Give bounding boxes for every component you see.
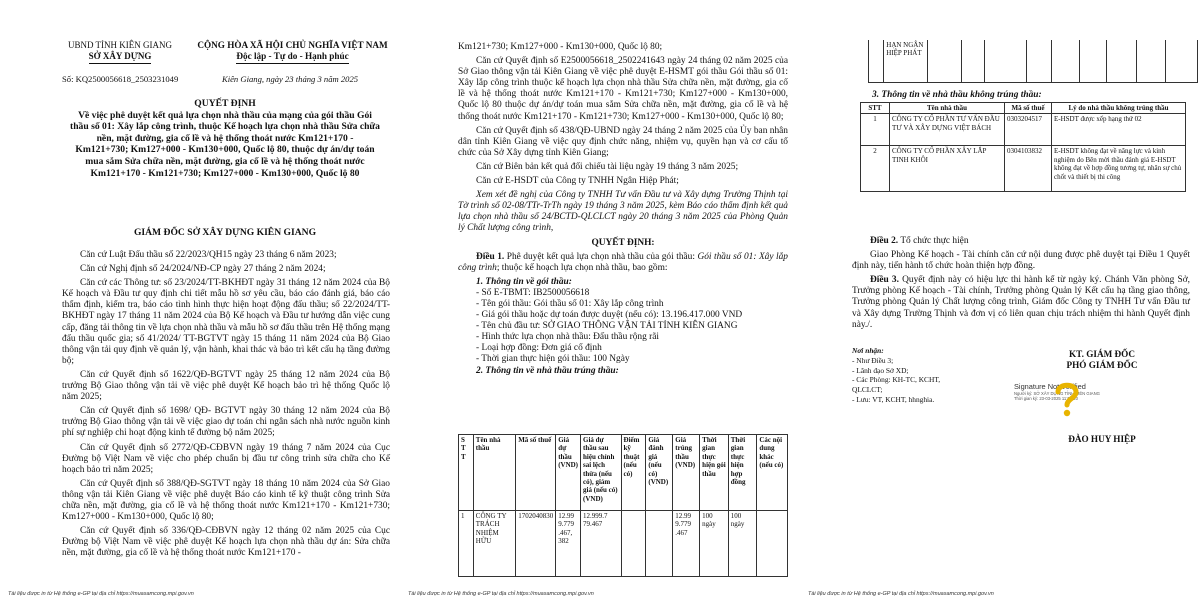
decide-heading: QUYẾT ĐỊNH: xyxy=(591,237,655,248)
header-cell: Tên nhà thầu xyxy=(473,435,515,511)
basis-paragraph: Km121+730; Km127+000 - Km130+000, Quốc lộ 80; xyxy=(458,42,663,52)
table-cell: 100 ngày xyxy=(728,511,757,577)
package-info-list xyxy=(476,288,788,366)
table-cell: E-HSDT không đạt về năng lực và kinh nghiệm do Bên mời thầu đánh giá E-HSDT không đạt về hợp đồng tương tự, nhân sự chủ chốt và thiết bị thi công xyxy=(1052,146,1186,192)
table-cell: 12.999.7 79.467 xyxy=(581,511,622,577)
table-cell xyxy=(961,40,984,82)
recipient-item: - Lưu: VT, KCHT, hhnghia. xyxy=(852,394,935,404)
table-cell xyxy=(985,40,1027,82)
signer-name: ĐÀO HUY HIỆP xyxy=(1068,434,1136,444)
article2-text: Tổ chức thực hiện xyxy=(900,236,969,246)
basis-paragraph: Căn cứ các Thông tư: số 23/2024/TT-BKHĐT ngày 31 tháng 12 năm 2024 của Bộ Kế hoạch và Đầu tư quy định chi tiết mẫu hồ sơ yêu cầu, báo cáo đánh giá, báo cáo thẩm định, kiểm tra, báo cáo tình hình thực hiện hoạt động đấu thầu; số 22/2024/TT-BKHĐT ngày 17 tháng 11 năm 2024 của Bộ Kế hoạch và Đầu tư hướng dẫn việc cung cấp, đăng tải thông tin về lựa chọn nhà thầu và mẫu hồ sơ đấu thầu trên Hệ thống mạng đấu thầu quốc gia; số 41/2024/ TT-BGTVT ngày 15 tháng 11 năm 2024 của Bộ Giao thông vận tải quy định về quản lý, vận hành, khai thác và bảo trì kết cấu hạ tầng đường bộ; xyxy=(62,278,390,366)
page-footer: Tài liệu được in từ Hệ thống e-GP tại địa chỉ https://muasamcong.mpi.gov.vn xyxy=(8,591,194,597)
recipient-item: QLCLCT; xyxy=(852,385,883,395)
header-cell: Thời gian thực hiện gói thầu xyxy=(700,435,729,511)
doc-date: Kiên Giang, ngày 23 tháng 3 năm 2025 xyxy=(222,74,359,84)
package-info-item: - Tên chủ đầu tư: SỞ GIAO THÔNG VẬN TẢI TỈNH KIÊN GIANG xyxy=(476,321,738,332)
table-cell: 12.99 9.779 .467, 382 xyxy=(556,511,581,577)
signature-date: Thời gian ký: 23-03-2025 11:02:20 xyxy=(1014,396,1078,401)
basis-paragraph: Căn cứ Quyết định số 2772/QĐ-CĐBVN ngày 19 tháng 7 năm 2024 của Cục Đường bộ Việt Nam về việc cho phép chuẩn bị đầu tư công trình sửa chữa cho Kế hoạch bảo trì năm 2025; xyxy=(62,442,390,475)
header-cell: Giá đánh giá (nếu có) (VND) xyxy=(646,435,673,511)
article3-body: Quyết định này có hiệu lực thi hành kể từ ngày ký. Chánh Văn phòng Sở, Trưởng phòng Kế hoạch - Tài chính, Trưởng phòng Quản lý Kết cấu hạ tầng giao thông, Trưởng phòng Quản lý Chất lượng công trình, Giám đốc Công ty TNHH Tư vấn Đầu tư và Xây dựng Trường Thịnh và đơn vị có liên quan chịu trách nhiệm thi hành Quyết định này./. xyxy=(852,275,1191,330)
proposal-paragraph: Xem xét đề nghị của Công ty TNHH Tư vấn Đầu tư và Xây dựng Trường Thịnh tại Tờ trình số 02-08/TTr-TrTh ngày 19 tháng 3 năm 2025, kèm Báo cáo thẩm định kết quả lựa chọn nhà thầu số 24/BCTD-QLCLCT ngày 20 tháng 3 năm 2025 của Phòng Quản lý Chất lượng công trình, xyxy=(458,190,788,234)
basis-paragraph: Căn cứ Quyết định số 438/QĐ-UBND ngày 24 tháng 2 năm 2025 của Ủy ban nhân dân tỉnh Kiên Giang về việc quy định chức năng, nhiệm vụ, quyền hạn và cơ cấu tổ chức của Sở Xây dựng tỉnh Kiên Giang; xyxy=(458,125,788,158)
article3-label: Điều 3. xyxy=(870,275,899,286)
page3-body xyxy=(852,236,1190,334)
table-cell: CÔNG TY CỔ PHẦN TƯ VẤN ĐẦU TƯ VÀ XÂY DỰNG VIỆT BÁCH xyxy=(890,114,1005,146)
article2-paragraph xyxy=(852,236,1190,247)
basis-paragraph: Căn cứ Quyết định số E2500056618_2502241643 ngày 24 tháng 02 năm 2025 của Sở Giao thông vận tải Kiên Giang về việc phê duyệt E-HSMT gói thầu Gói thầu số 01: Xây lắp công trình thuộc kế hoạch lựa chọn nhà thầu Sửa chữa nền, mặt đường, gia cố lề và hệ thống thoát nước Km121+170 - Km121+730; Km127+000 - Km130+000, Quốc lộ 80 thuộc dự án/dự toán mua sắm Sửa chữa nền, mặt đường, gia cố lề và hệ thống thoát nước Km121+170 - Km121+730; Km127+000 - Km130+000, Quốc lộ 80; xyxy=(458,56,788,122)
table-cell xyxy=(1107,40,1137,82)
header-cell: Mã số thuế xyxy=(516,435,556,511)
page1-body xyxy=(62,250,390,562)
table-cell xyxy=(1166,40,1198,82)
header-cell: Tên nhà thầu xyxy=(890,103,1005,114)
table-cell: E-HSDT được xếp hạng thứ 02 xyxy=(1052,114,1186,146)
page-3 xyxy=(800,0,1200,603)
table-row xyxy=(459,511,788,577)
header-cell: Các nội dung khác (nếu có) xyxy=(757,435,788,511)
table-cell xyxy=(869,40,884,82)
signer-role xyxy=(1022,349,1182,372)
package-info-item: - Giá gói thầu hoặc dự toán được duyệt (nếu có): 13.196.417.000 VND xyxy=(476,310,743,321)
article1-package: Gói thầu số 01: Xây lắp công trình xyxy=(458,251,788,273)
table-cell: 100 ngày xyxy=(700,511,729,577)
table-cell xyxy=(621,511,646,577)
package-info-item: - Thời gian thực hiện gói thầu: 100 Ngày xyxy=(476,354,630,365)
winner-table xyxy=(458,434,788,577)
page-footer: Tài liệu được in từ Hệ thống e-GP tại địa chỉ https://muasamcong.mpi.gov.vn xyxy=(808,591,994,597)
page-2 xyxy=(400,0,800,603)
winner-table-continued xyxy=(868,40,1198,83)
nation-line1: CỘNG HÒA XÃ HỘI CHỦ NGHĨA VIỆT NAM xyxy=(197,40,388,50)
loser-section-title: 3. Thông tin về nhà thầu không trúng thầu: xyxy=(872,90,1042,100)
signature-signer: Người ký: SỞ XÂY DỰNG TỈNH KIÊN GIANG xyxy=(1014,391,1100,396)
table-cell xyxy=(646,511,673,577)
table-cell xyxy=(1136,40,1166,82)
table-cell: 1 xyxy=(459,511,474,577)
recipients xyxy=(852,346,992,405)
table-cell: 12.99 9.779 .467 xyxy=(673,511,700,577)
table-cell xyxy=(1052,40,1080,82)
page2-body xyxy=(458,42,788,377)
loser-table xyxy=(860,102,1186,192)
table-row xyxy=(861,114,1186,146)
signer-role-line2: PHÓ GIÁM ĐỐC xyxy=(1066,360,1138,371)
recipient-item: - Các Phòng: KH-TC, KCHT, xyxy=(852,375,941,385)
decision-title xyxy=(70,98,380,179)
agency-line2: SỞ XÂY DỰNG xyxy=(89,51,152,64)
nation-line2: Độc lập - Tự do - Hạnh phúc xyxy=(236,51,348,64)
basis-paragraph: Căn cứ Biên bản kết quả đối chiếu tài liệu ngày 19 tháng 3 năm 2025; xyxy=(476,161,739,172)
package-info-item: - Hình thức lựa chọn nhà thầu: Đấu thầu rộng rãi xyxy=(476,332,660,343)
page-1 xyxy=(0,0,400,603)
decision-subject: Về việc phê duyệt kết quả lựa chọn nhà thầu của mạng của gói thầu Gói thầu số 01: Xây lắp công trình, thuộc Kế hoạch lựa chọn nhà thầu Sửa chữa nền, mặt đường, gia cố lề và hệ thống thoát nước Km121+170 - Km121+730; Km127+000 - Km130+000, Quốc lộ 80, thuộc dự án/dự toán mua sắm Sửa chữa nền, mặt đường, gia cố lề và hệ thống thoát nước Km121+170 - Km121+730; Km127+000 - Km130+000, Quốc lộ 80 xyxy=(70,109,380,179)
header-cell: Lý do nhà thầu không trúng thầu xyxy=(1052,103,1186,114)
article2-label: Điều 2. xyxy=(870,236,899,246)
verify-question-icon xyxy=(1050,380,1084,418)
header-cell: Giá trúng thầu (VND) xyxy=(673,435,700,511)
table-cell: CÔNG TY CỔ PHẦN XÂY LẮP TINH KHÔI xyxy=(890,146,1005,192)
article1-tail: ; thuộc kế hoạch lựa chọn nhà thầu, bao gồm: xyxy=(496,262,668,273)
basis-paragraph: Căn cứ Quyết định số 336/QĐ-CĐBVN ngày 12 tháng 02 năm 2025 của Cục Đường bộ Việt Nam về việc phê duyệt Kế hoạch lựa chọn nhà thầu dự án: Sửa chữa nền, mặt đường, gia cố lề và hệ thống thoát nước Km121+170 - xyxy=(62,526,390,559)
table-cell: 1702040830 xyxy=(516,511,556,577)
article2-body: Giao Phòng Kế hoạch - Tài chính căn cứ nội dung được phê duyệt tại Điều 1 Quyết định này, tiến hành tổ chức hoàn thiện hợp đồng. xyxy=(852,250,1190,272)
article1-paragraph xyxy=(458,252,788,274)
header-cell: Giá dự thầu (VND) xyxy=(556,435,581,511)
table-cell: CÔNG TY TRÁCH NHIỆM HỮU xyxy=(473,511,515,577)
header-cell: S T T xyxy=(459,435,474,511)
table-cell: 0304103832 xyxy=(1005,146,1052,192)
article3-paragraph xyxy=(852,275,1190,330)
doc-number: Số: KQ2500056618_2503231049 xyxy=(62,74,179,84)
page-footer: Tài liệu được in từ Hệ thống e-GP tại địa chỉ https://muasamcong.mpi.gov.vn xyxy=(408,591,594,597)
table-cell: 1 xyxy=(861,114,890,146)
basis-paragraph: Căn cứ Quyết định số 1622/QĐ-BGTVT ngày 25 tháng 12 năm 2024 của Bộ trưởng Bộ Giao thông vận tải về việc phê duyệt Kế hoạch bảo trì hệ thống Quốc lộ năm 2025; xyxy=(62,369,390,403)
table-cell: 2 xyxy=(861,146,890,192)
basis-paragraph: Căn cứ E-HSDT của Công ty TNHH Ngân Hiệp Phát; xyxy=(476,176,679,187)
table-cell xyxy=(1079,40,1107,82)
basis-paragraph: Căn cứ Luật Đấu thầu số 22/2023/QH15 ngày 23 tháng 6 năm 2023; xyxy=(80,250,337,260)
header-cell: Điểm kỹ thuật (nếu có) xyxy=(621,435,646,511)
table-row xyxy=(869,40,1198,82)
table-cell xyxy=(757,511,788,577)
recipients-title: Nơi nhận: xyxy=(852,346,884,355)
loser-table-header xyxy=(861,103,1186,114)
article1-text: Phê duyệt kết quả lựa chọn nhà thầu của gói thầu: xyxy=(506,251,695,262)
package-info-item: - Loại hợp đồng: Đơn giá cố định xyxy=(476,343,602,354)
winner-table-header xyxy=(459,435,788,511)
agency-header xyxy=(55,40,185,64)
recipient-item: - Lãnh đạo Sở XD; xyxy=(852,365,909,375)
signature-status: Signature Not Verified xyxy=(1014,382,1086,391)
package-info-item: - Số E-TBMT: IB2500056618 xyxy=(476,287,590,298)
header-cell: Thời gian thực hiện hợp đồng xyxy=(728,435,757,511)
table-cell xyxy=(928,40,962,82)
digital-signature xyxy=(1014,382,1144,401)
basis-paragraph: Căn cứ Nghị định số 24/2024/NĐ-CP ngày 27 tháng 2 năm 2024; xyxy=(80,264,326,275)
table-cell xyxy=(1026,40,1051,82)
package-info-item: - Tên gói thầu: Gói thầu số 01: Xây lắp công trình xyxy=(476,298,664,309)
package-info-title: 1. Thông tin về gói thầu: xyxy=(476,276,572,287)
director-heading: GIÁM ĐỐC SỞ XÂY DỰNG KIÊN GIANG xyxy=(133,227,317,238)
article1-label: Điều 1. xyxy=(476,251,505,262)
basis-paragraph: Căn cứ Quyết định số 388/QĐ-SGTVT ngày 18 tháng 10 năm 2024 của Sở Giao thông vận tải Kiên Giang về việc phê duyệt Báo cáo kinh tế kỹ thuật công trình Sửa chữa nền, mặt đường, gia cố lề và hệ thống thoát nước Km121+170 - Km121+730; Km127+000 - Km130+000, Quốc lộ 80; xyxy=(62,478,390,523)
table-cell: HẠN NGÂN HIỆP PHÁT xyxy=(884,40,928,82)
winner-info-title: 2. Thông tin về nhà thầu trúng thầu: xyxy=(476,365,619,376)
nation-header xyxy=(190,40,395,64)
decision-heading: QUYẾT ĐỊNH xyxy=(194,98,256,109)
table-cell: 0303204517 xyxy=(1005,114,1052,146)
header-cell: Giá dự thầu sau hiệu chỉnh sai lệch thừa (nếu có), giảm giá (nếu có) (VND) xyxy=(581,435,622,511)
header-cell: Mã số thuế xyxy=(1005,103,1052,114)
recipient-item: - Như Điều 3; xyxy=(852,355,894,365)
agency-line1: UBND TỈNH KIÊN GIANG xyxy=(67,40,173,50)
basis-paragraph: Căn cứ Quyết định số 1698/ QĐ- BGTVT ngày 30 tháng 12 năm 2024 của Bộ trưởng Bộ Giao thông vận tải về việc giao dự toán chi ngân sách nhà nước nguồn kinh phí sự nghiệp chi hoạt động kinh tế đường bộ năm 2025; xyxy=(62,406,390,439)
table-row xyxy=(861,146,1186,192)
header-cell: STT xyxy=(861,103,890,114)
signer-role-line1: KT. GIÁM ĐỐC xyxy=(1069,349,1135,359)
